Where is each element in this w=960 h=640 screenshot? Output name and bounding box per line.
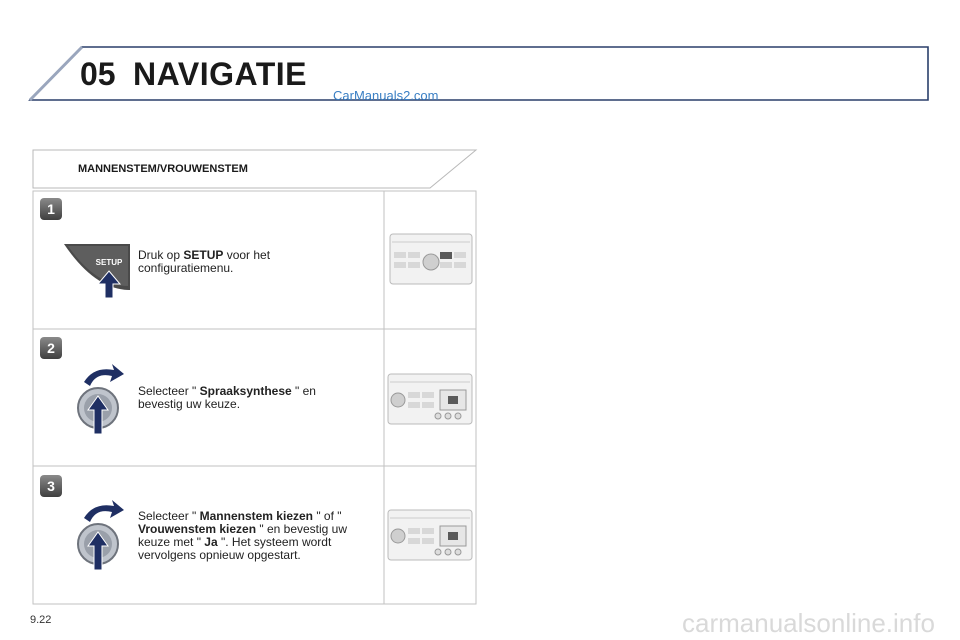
step-1-text: Druk op SETUP voor het configuratiemenu. (138, 248, 271, 275)
rotary-knob-illustration-3 (70, 498, 130, 576)
radio-panel-illustration-1 (388, 232, 474, 286)
chapter-number: 05 (80, 56, 116, 92)
page-number: 9.22 (30, 614, 52, 626)
setup-button-label: SETUP (95, 258, 123, 267)
step-1-badge: 1 (40, 198, 62, 220)
setup-button-illustration (60, 238, 135, 303)
rotary-knob-illustration-2 (70, 362, 130, 440)
watermark-top: CarManuals2.com (333, 88, 439, 103)
step-3-text: Selecteer " Mannenstem kiezen " of " Vrouwenstem kiezen " en bevestig uw keuze met " Ja ". Het systeem wordt vervolgens opnieuw opgestart. (138, 509, 348, 562)
section-title: MANNENSTEM/VROUWENSTEM (78, 163, 248, 175)
step-2-text: Selecteer " Spraaksynthese " en bevestig uw keuze. (138, 384, 316, 411)
chapter-title: NAVIGATIE (133, 56, 307, 92)
watermark-bottom: carmanualsonline.info (682, 608, 935, 638)
radio-panel-illustration-3 (386, 508, 474, 562)
step-3-badge: 3 (40, 475, 62, 497)
step-2-badge: 2 (40, 337, 62, 359)
radio-panel-illustration-2 (386, 372, 474, 426)
